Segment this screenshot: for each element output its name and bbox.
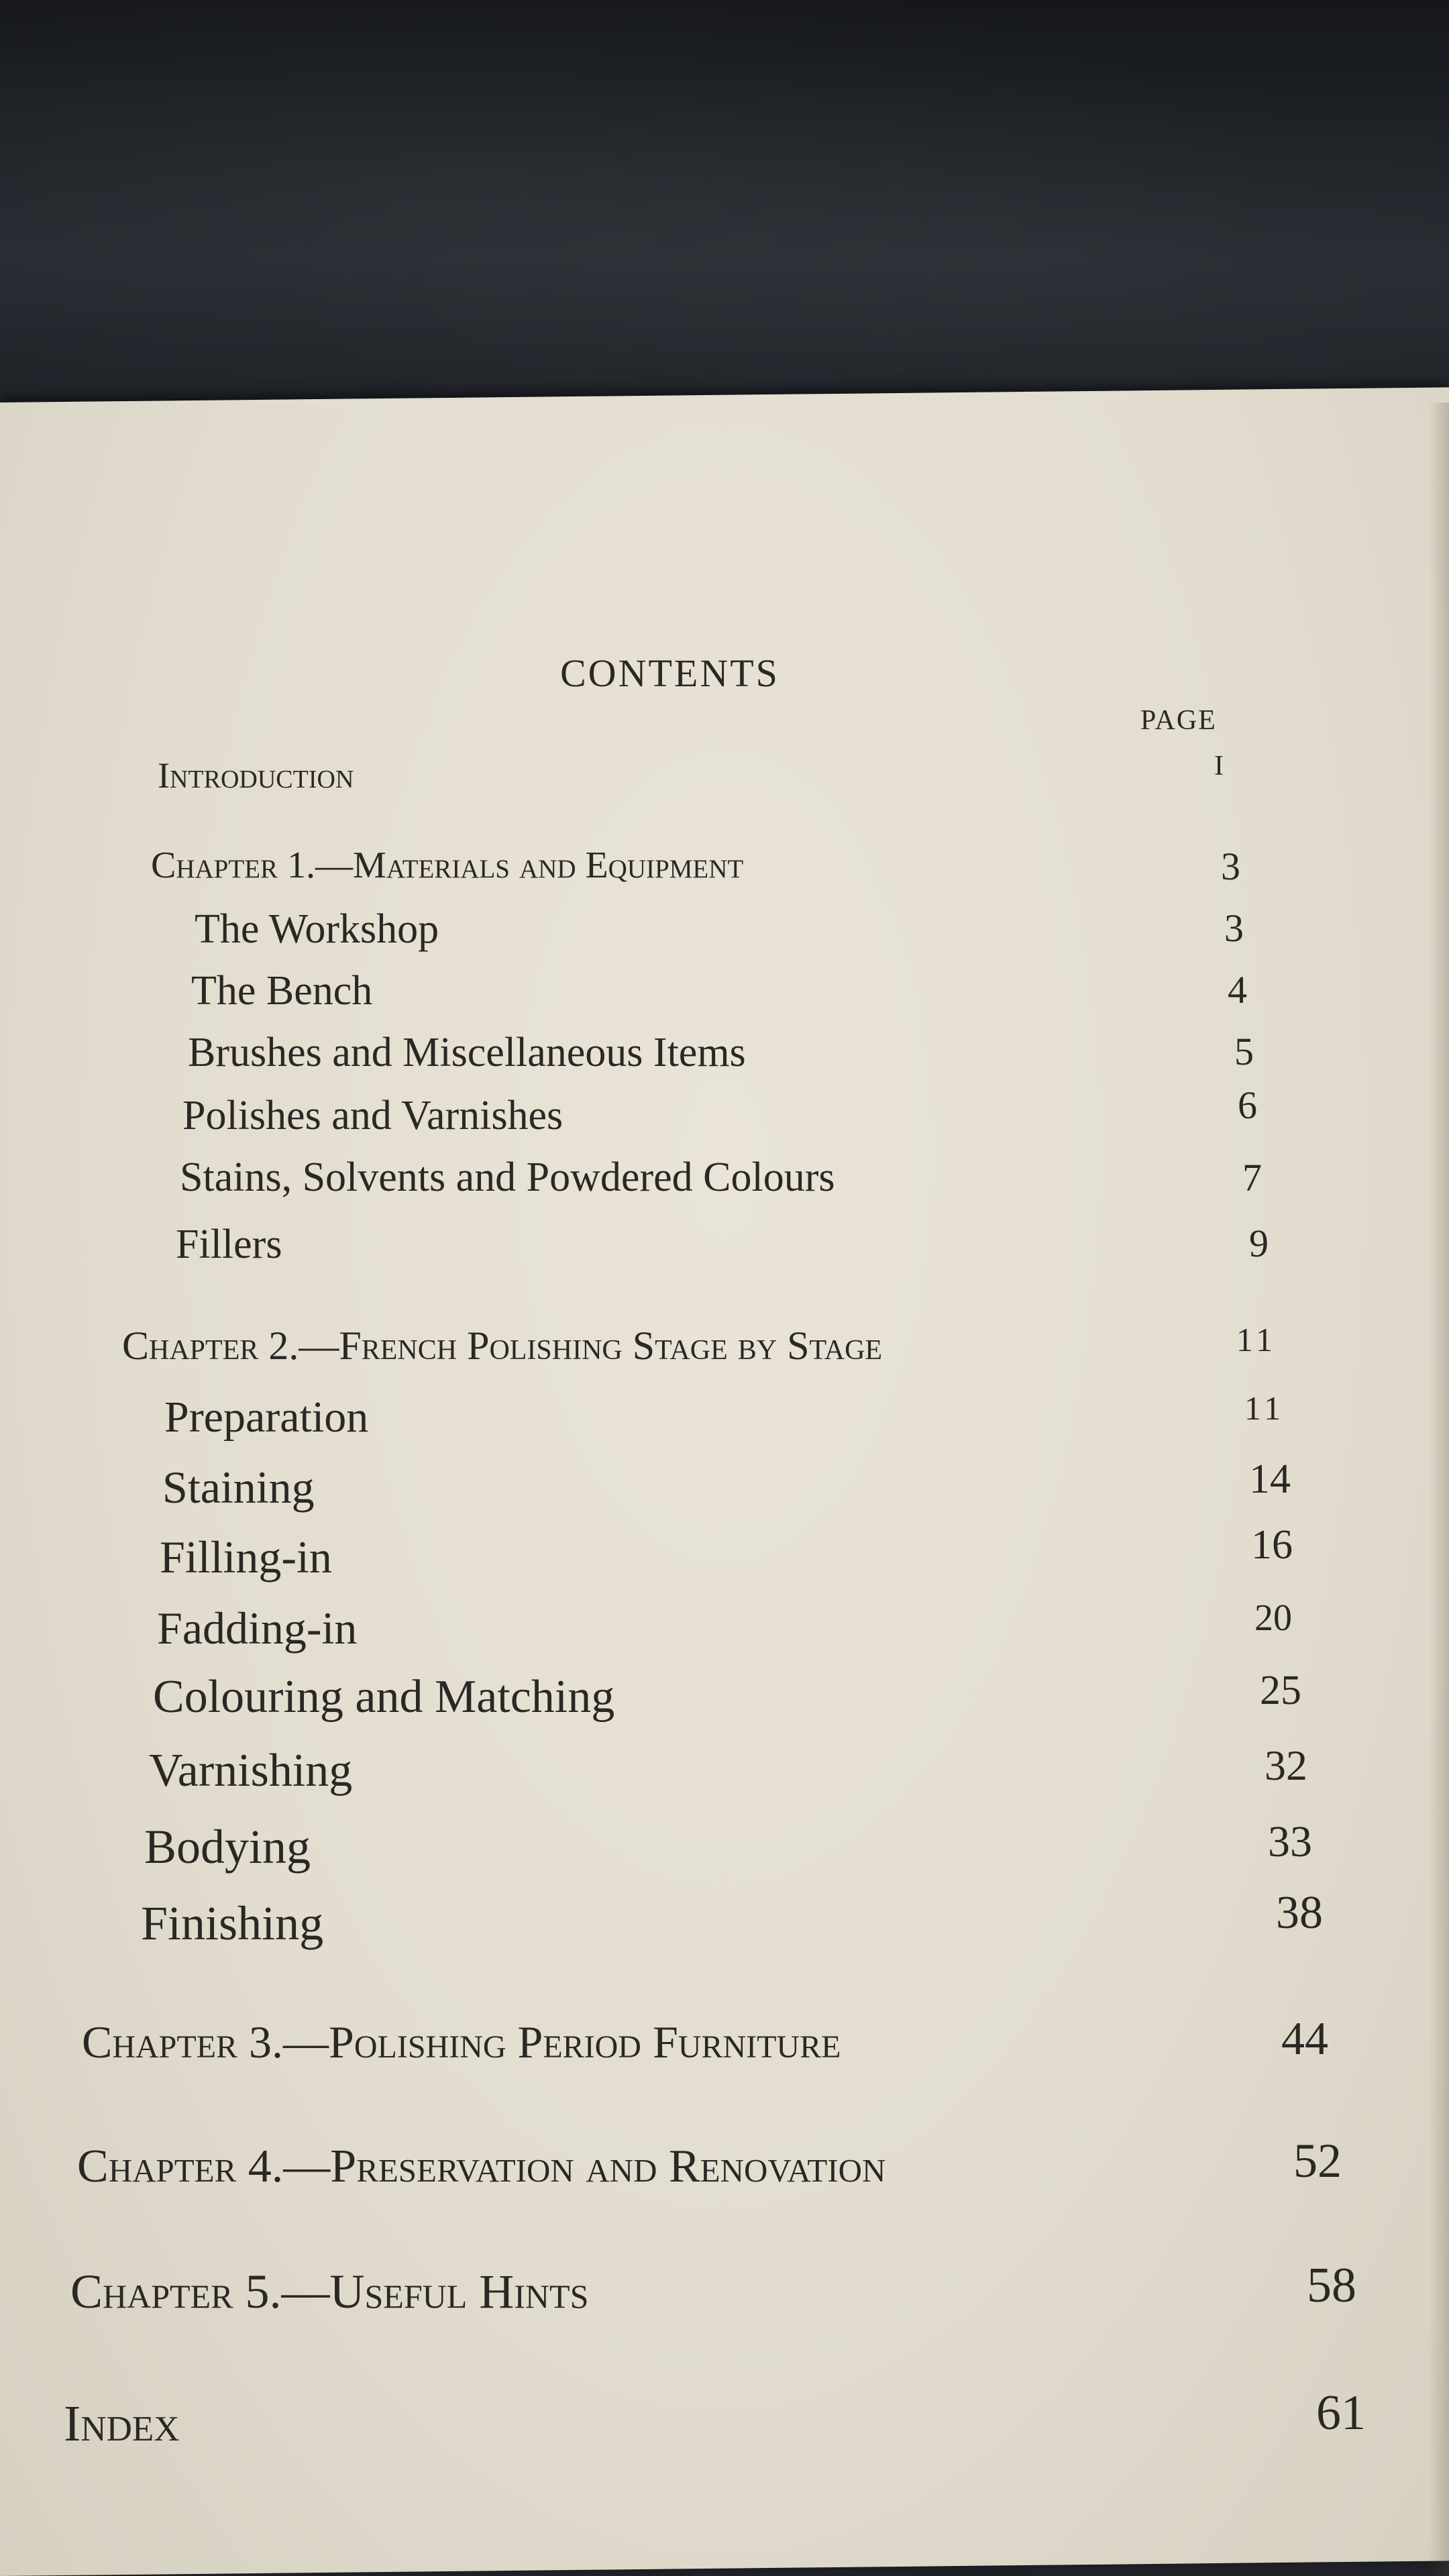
toc-page-stains: 7 bbox=[1242, 1156, 1262, 1199]
toc-page-preparation: 11 bbox=[1244, 1389, 1285, 1427]
toc-entry-index: Index bbox=[64, 2396, 180, 2452]
toc-page-fillers: 9 bbox=[1249, 1222, 1269, 1265]
toc-entry-varnishing: Varnishing bbox=[149, 1745, 353, 1796]
toc-entry-filling-in: Filling-in bbox=[160, 1532, 332, 1582]
toc-entry-preparation: Preparation bbox=[164, 1393, 369, 1442]
toc-entry-stains: Stains, Solvents and Powdered Colours bbox=[180, 1155, 835, 1200]
toc-page-colouring: 25 bbox=[1260, 1668, 1301, 1713]
toc-page-chapter-5: 58 bbox=[1307, 2258, 1356, 2313]
toc-entry-chapter-3: Chapter 3.—Polishing Period Furniture bbox=[82, 2017, 841, 2068]
toc-entry-polishes: Polishes and Varnishes bbox=[182, 1093, 564, 1138]
toc-entry-chapter-1: Chapter 1.—Materials and Equipment bbox=[151, 845, 744, 886]
toc-page-finishing: 38 bbox=[1276, 1887, 1323, 1939]
toc-page-chapter-3: 44 bbox=[1281, 2013, 1328, 2065]
toc-entry-staining: Staining bbox=[162, 1462, 315, 1513]
toc-entry-brushes: Brushes and Miscellaneous Items bbox=[188, 1030, 746, 1075]
toc-page-fadding-in: 20 bbox=[1254, 1597, 1292, 1639]
toc-entry-finishing: Finishing bbox=[141, 1896, 324, 1950]
toc-page-introduction: I bbox=[1214, 751, 1224, 782]
toc-page-chapter-1: 3 bbox=[1221, 845, 1240, 888]
toc-page-chapter-2: 11 bbox=[1236, 1321, 1277, 1358]
toc-entry-introduction: Introduction bbox=[158, 755, 354, 796]
toc-page-workshop: 3 bbox=[1224, 906, 1244, 950]
toc-entry-fadding-in: Fadding-in bbox=[157, 1603, 358, 1654]
toc-page-brushes: 5 bbox=[1234, 1030, 1254, 1073]
toc-entry-bench: The Bench bbox=[191, 968, 373, 1014]
toc-page-bench: 4 bbox=[1228, 968, 1247, 1012]
toc-entry-workshop: The Workshop bbox=[195, 906, 439, 952]
toc-page-varnishing: 32 bbox=[1265, 1741, 1307, 1789]
toc-entry-chapter-4: Chapter 4.—Preservation and Renovation bbox=[77, 2141, 886, 2192]
toc-page-polishes: 6 bbox=[1238, 1083, 1257, 1127]
toc-page-chapter-4: 52 bbox=[1293, 2134, 1342, 2188]
toc-page-bodying: 33 bbox=[1268, 1817, 1312, 1866]
toc-entry-colouring: Colouring and Matching bbox=[153, 1671, 615, 1723]
contents-title: CONTENTS bbox=[560, 651, 780, 695]
toc-page-staining: 14 bbox=[1249, 1456, 1291, 1502]
page-column-header: PAGE bbox=[1140, 705, 1217, 736]
toc-entry-fillers: Fillers bbox=[176, 1222, 282, 1267]
toc-entry-chapter-5: Chapter 5.—Useful Hints bbox=[70, 2265, 589, 2318]
toc-entry-chapter-2: Chapter 2.—French Polishing Stage by Stage bbox=[122, 1324, 883, 1368]
toc-entry-bodying: Bodying bbox=[144, 1820, 311, 1874]
toc-page-index: 61 bbox=[1316, 2385, 1366, 2440]
toc-page-filling-in: 16 bbox=[1251, 1522, 1293, 1568]
